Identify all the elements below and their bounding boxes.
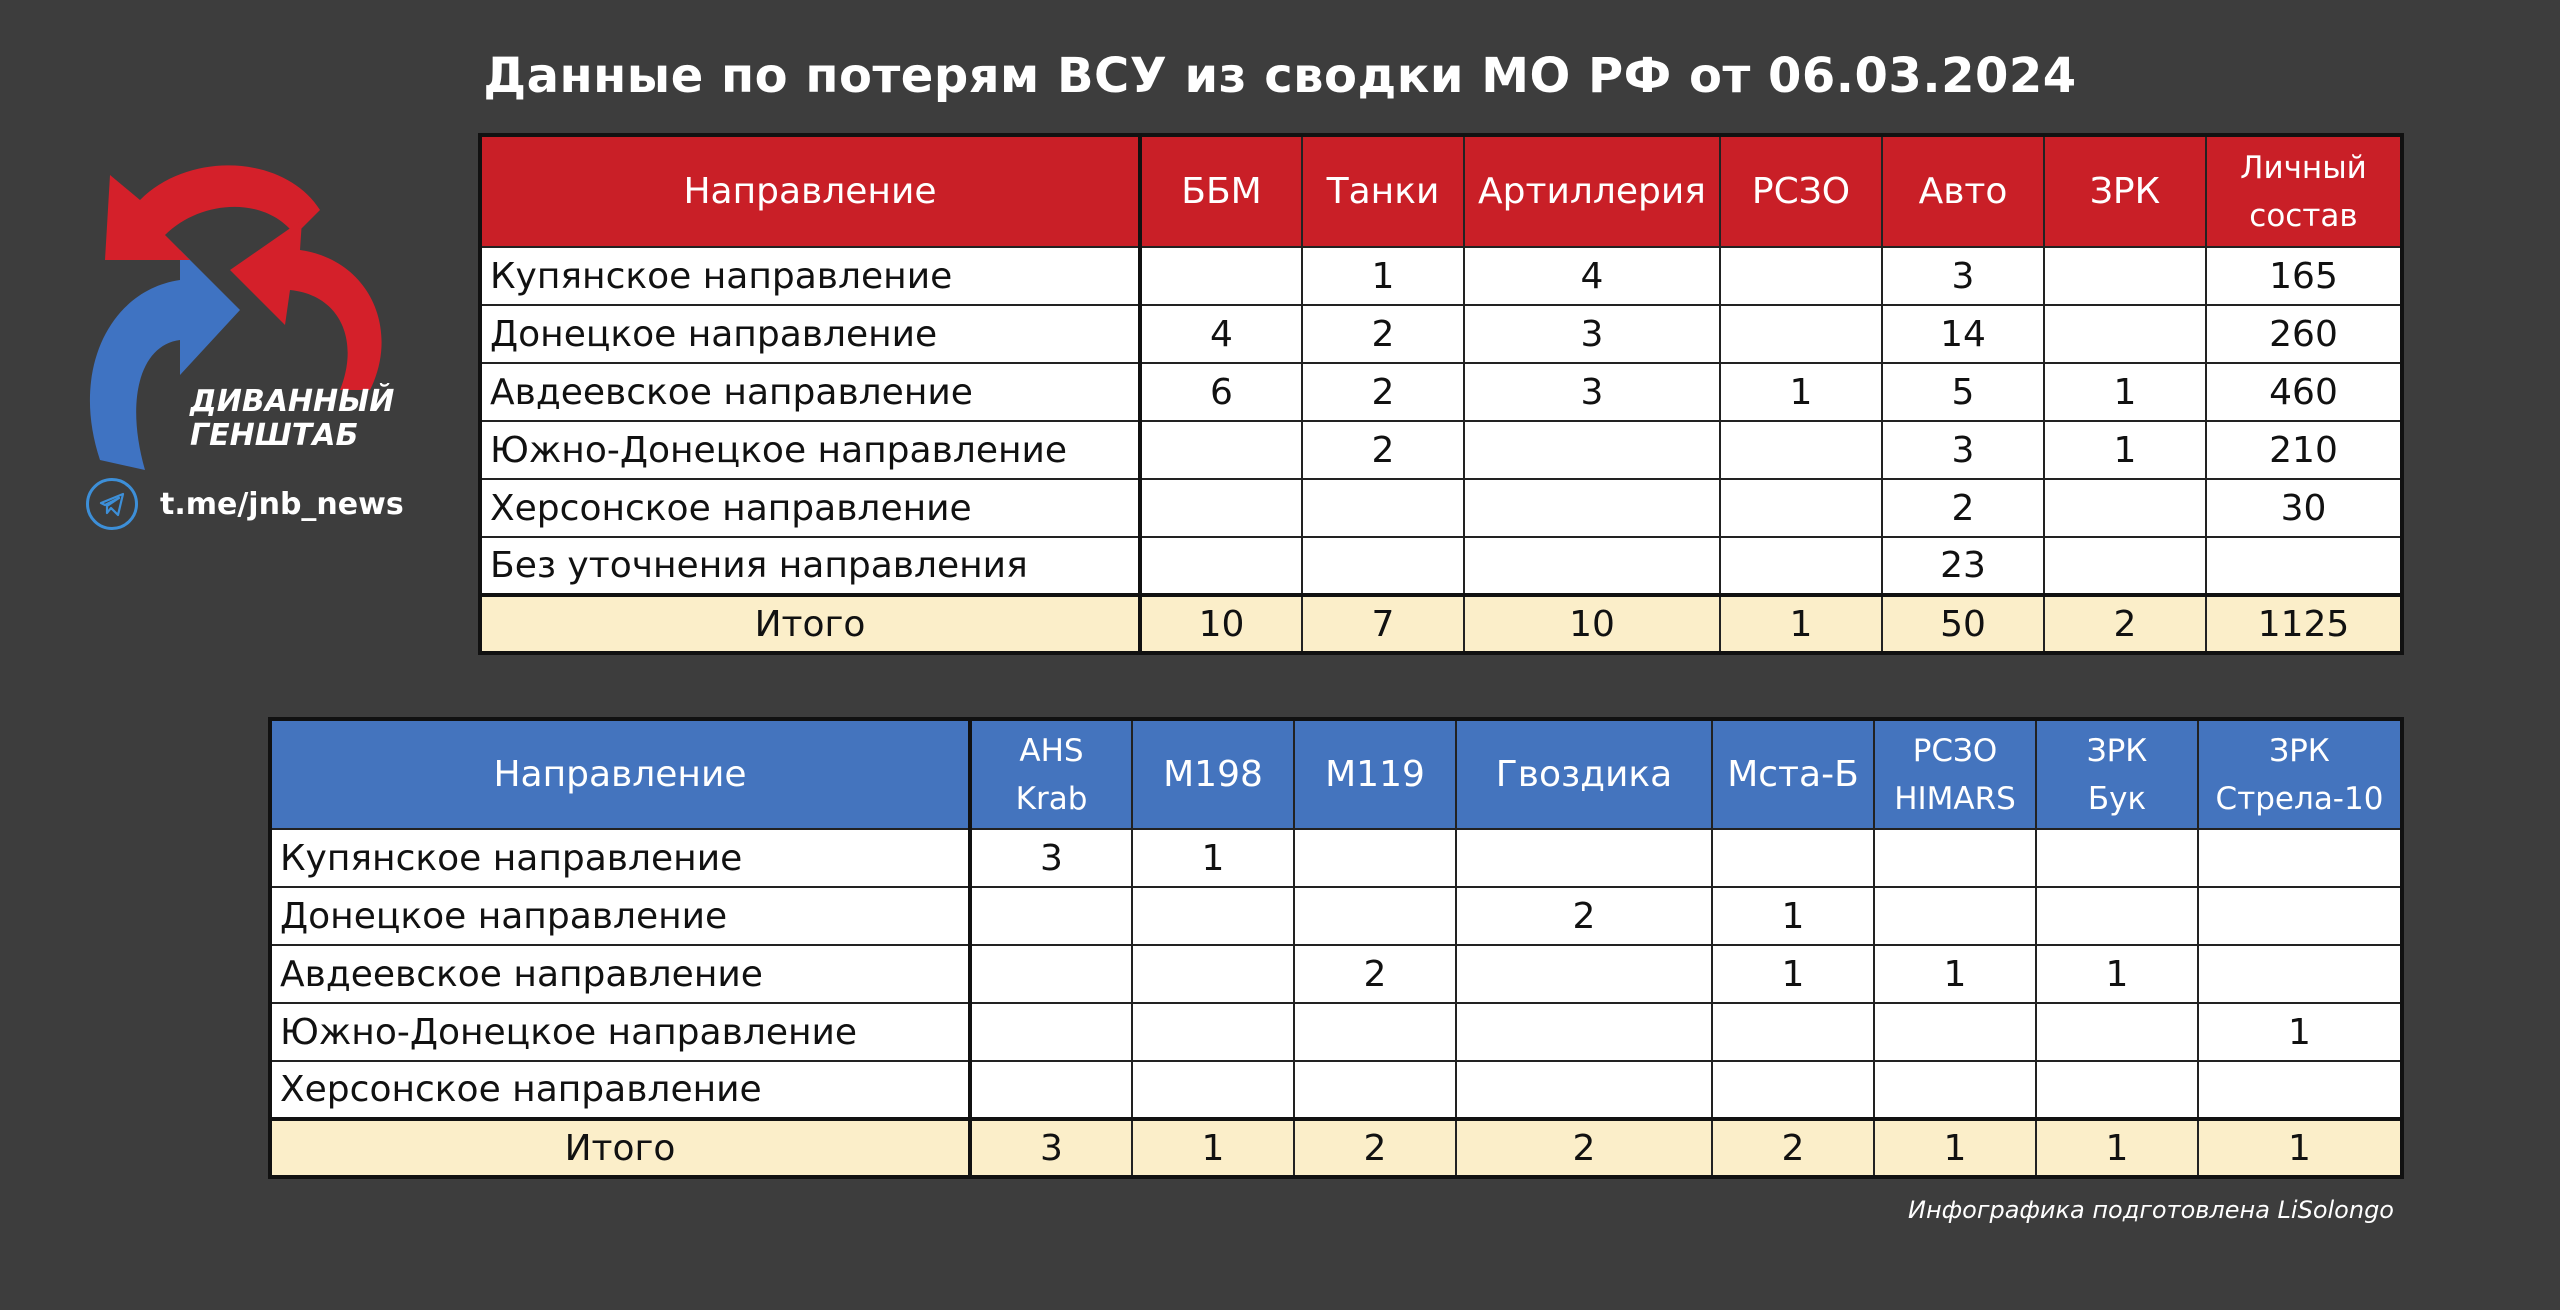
- table-row: [480, 247, 2402, 305]
- value-cell: [1874, 1061, 2036, 1119]
- direction-cell: Без уточнения направления: [480, 537, 1140, 595]
- value-cell: [1140, 421, 1302, 479]
- direction-cell: Купянское направление: [270, 829, 970, 887]
- logo-line-2: ГЕНШТАБ: [190, 418, 359, 453]
- column-header-line: Krab: [1015, 780, 1088, 817]
- value-cell: 210: [2206, 421, 2402, 479]
- value-cell: 165: [2206, 247, 2402, 305]
- value-cell: [1140, 537, 1302, 595]
- logo-line-1: ДИВАННЫЙ: [190, 384, 395, 419]
- direction-cell: Купянское направление: [480, 247, 1140, 305]
- value-cell: [1720, 479, 1882, 537]
- page-title: Данные по потерям ВСУ из сводки МО РФ от 06.03.2024: [483, 48, 2077, 104]
- value-cell: [1302, 479, 1464, 537]
- value-cell: [970, 1061, 1132, 1119]
- value-cell: [1712, 829, 1874, 887]
- column-header-line: Направление: [683, 171, 937, 212]
- value-cell: 1: [1302, 247, 1464, 305]
- column-header: [270, 719, 970, 829]
- column-header: [2206, 135, 2402, 247]
- value-cell: 1: [1132, 1119, 1294, 1177]
- value-cell: 2: [1302, 421, 1464, 479]
- value-cell: 14: [1882, 305, 2044, 363]
- value-cell: 1: [1874, 945, 2036, 1003]
- column-header-line: HIMARS: [1894, 780, 2016, 817]
- value-cell: [970, 945, 1132, 1003]
- column-header: [970, 719, 1132, 829]
- value-cell: [2198, 945, 2402, 1003]
- table-row: [270, 1061, 2402, 1119]
- value-cell: [1132, 1061, 1294, 1119]
- value-cell: 2: [1294, 1119, 1456, 1177]
- logo-text: [190, 385, 394, 453]
- value-cell: [1294, 1061, 1456, 1119]
- value-cell: 1: [2036, 1119, 2198, 1177]
- direction-cell: Херсонское направление: [270, 1061, 970, 1119]
- value-cell: 1: [1720, 363, 1882, 421]
- value-cell: 2: [1456, 1119, 1712, 1177]
- value-cell: [1720, 421, 1882, 479]
- value-cell: 1: [1874, 1119, 2036, 1177]
- value-cell: [1140, 479, 1302, 537]
- value-cell: 3: [1882, 247, 2044, 305]
- value-cell: 6: [1140, 363, 1302, 421]
- value-cell: 1: [2044, 421, 2206, 479]
- value-cell: 3: [970, 829, 1132, 887]
- value-cell: 10: [1464, 595, 1720, 653]
- column-header-line: Мста-Б: [1727, 754, 1859, 795]
- total-label: Итого: [480, 595, 1140, 653]
- total-label: Итого: [270, 1119, 970, 1177]
- value-cell: [2198, 887, 2402, 945]
- value-cell: 1: [1132, 829, 1294, 887]
- value-cell: 7: [1302, 595, 1464, 653]
- value-cell: 5: [1882, 363, 2044, 421]
- value-cell: [1874, 887, 2036, 945]
- value-cell: [970, 1003, 1132, 1061]
- value-cell: [1456, 945, 1712, 1003]
- value-cell: 460: [2206, 363, 2402, 421]
- credit-text: Инфографика подготовлена LiSolongo: [1908, 1196, 2394, 1224]
- value-cell: [1140, 247, 1302, 305]
- table-row: [480, 479, 2402, 537]
- direction-cell: Донецкое направление: [480, 305, 1140, 363]
- direction-cell: Авдеевское направление: [270, 945, 970, 1003]
- table-row: [480, 363, 2402, 421]
- value-cell: 2: [2044, 595, 2206, 653]
- column-header-line: Танки: [1326, 171, 1440, 212]
- column-header-line: Личный: [2240, 149, 2367, 186]
- value-cell: [1720, 247, 1882, 305]
- value-cell: [1294, 829, 1456, 887]
- value-cell: 30: [2206, 479, 2402, 537]
- column-header-line: РСЗО: [1912, 732, 1998, 769]
- losses-table-main: [478, 133, 2404, 655]
- column-header: [1464, 135, 1720, 247]
- telegram-handle: t.me/jnb_news: [160, 486, 404, 522]
- column-header-line: Стрела-10: [2215, 780, 2384, 817]
- value-cell: [2044, 247, 2206, 305]
- value-cell: [2036, 1061, 2198, 1119]
- value-cell: [2044, 479, 2206, 537]
- value-cell: 2: [1712, 1119, 1874, 1177]
- direction-cell: Южно-Донецкое направление: [270, 1003, 970, 1061]
- value-cell: [1712, 1003, 1874, 1061]
- telegram-link[interactable]: [86, 478, 404, 530]
- value-cell: [2036, 829, 2198, 887]
- value-cell: 2: [1302, 363, 1464, 421]
- column-header-line: M198: [1163, 754, 1263, 795]
- column-header-line: M119: [1325, 754, 1425, 795]
- value-cell: 4: [1464, 247, 1720, 305]
- value-cell: 1: [2198, 1119, 2402, 1177]
- value-cell: [1456, 1003, 1712, 1061]
- value-cell: 4: [1140, 305, 1302, 363]
- losses-table-equipment: [268, 717, 2404, 1179]
- value-cell: 260: [2206, 305, 2402, 363]
- value-cell: [1720, 305, 1882, 363]
- column-header: [1302, 135, 1464, 247]
- value-cell: 3: [1464, 363, 1720, 421]
- direction-cell: Авдеевское направление: [480, 363, 1140, 421]
- table-row: [480, 421, 2402, 479]
- column-header: [1882, 135, 2044, 247]
- column-header: [1132, 719, 1294, 829]
- column-header: [1874, 719, 2036, 829]
- value-cell: [1132, 887, 1294, 945]
- value-cell: [1464, 537, 1720, 595]
- column-header-line: ББМ: [1181, 171, 1262, 212]
- value-cell: [970, 887, 1132, 945]
- value-cell: [1456, 829, 1712, 887]
- value-cell: 1: [2036, 945, 2198, 1003]
- telegram-icon: [86, 478, 138, 530]
- value-cell: [2036, 1003, 2198, 1061]
- column-header: [2036, 719, 2198, 829]
- column-header: [1712, 719, 1874, 829]
- column-header: [480, 135, 1140, 247]
- column-header: [1294, 719, 1456, 829]
- value-cell: 3: [970, 1119, 1132, 1177]
- value-cell: 1: [1712, 945, 1874, 1003]
- value-cell: 1: [2044, 363, 2206, 421]
- column-header: [2198, 719, 2402, 829]
- value-cell: [1302, 537, 1464, 595]
- column-header: [1720, 135, 1882, 247]
- value-cell: [1464, 479, 1720, 537]
- value-cell: [1294, 1003, 1456, 1061]
- table-row: [480, 305, 2402, 363]
- column-header: [1456, 719, 1712, 829]
- direction-cell: Херсонское направление: [480, 479, 1140, 537]
- value-cell: 1: [1712, 887, 1874, 945]
- column-header-line: Направление: [493, 754, 747, 795]
- column-header-line: Артиллерия: [1478, 171, 1706, 212]
- value-cell: 2: [1294, 945, 1456, 1003]
- table-row: [480, 537, 2402, 595]
- table-row: [270, 887, 2402, 945]
- value-cell: 23: [1882, 537, 2044, 595]
- table-row: [270, 945, 2402, 1003]
- value-cell: 3: [1882, 421, 2044, 479]
- value-cell: 2: [1302, 305, 1464, 363]
- value-cell: 10: [1140, 595, 1302, 653]
- value-cell: 1: [2198, 1003, 2402, 1061]
- total-row: [270, 1119, 2402, 1177]
- direction-cell: Южно-Донецкое направление: [480, 421, 1140, 479]
- column-header-line: РСЗО: [1751, 171, 1851, 212]
- value-cell: [1456, 1061, 1712, 1119]
- value-cell: [1132, 1003, 1294, 1061]
- value-cell: 1125: [2206, 595, 2402, 653]
- table-row: [270, 829, 2402, 887]
- column-header-line: Бук: [2087, 780, 2147, 817]
- value-cell: [2198, 1061, 2402, 1119]
- value-cell: 3: [1464, 305, 1720, 363]
- value-cell: [1464, 421, 1720, 479]
- direction-cell: Донецкое направление: [270, 887, 970, 945]
- column-header-line: Гвоздика: [1495, 754, 1673, 795]
- value-cell: [1720, 537, 1882, 595]
- value-cell: [2198, 829, 2402, 887]
- value-cell: [1294, 887, 1456, 945]
- value-cell: [1874, 1003, 2036, 1061]
- value-cell: 2: [1456, 887, 1712, 945]
- column-header-line: AHS: [1019, 732, 1084, 769]
- value-cell: 50: [1882, 595, 2044, 653]
- value-cell: [2206, 537, 2402, 595]
- value-cell: 1: [1720, 595, 1882, 653]
- total-row: [480, 595, 2402, 653]
- value-cell: [2044, 305, 2206, 363]
- column-header: [1140, 135, 1302, 247]
- value-cell: [2044, 537, 2206, 595]
- column-header-line: состав: [2249, 197, 2358, 234]
- value-cell: [1712, 1061, 1874, 1119]
- value-cell: [2036, 887, 2198, 945]
- column-header-line: ЗРК: [2269, 732, 2330, 769]
- value-cell: [1132, 945, 1294, 1003]
- column-header-line: Авто: [1918, 171, 2008, 212]
- column-header: [2044, 135, 2206, 247]
- table-row: [270, 1003, 2402, 1061]
- column-header-line: ЗРК: [2089, 171, 2161, 212]
- value-cell: [1874, 829, 2036, 887]
- value-cell: 2: [1882, 479, 2044, 537]
- column-header-line: ЗРК: [2086, 732, 2148, 769]
